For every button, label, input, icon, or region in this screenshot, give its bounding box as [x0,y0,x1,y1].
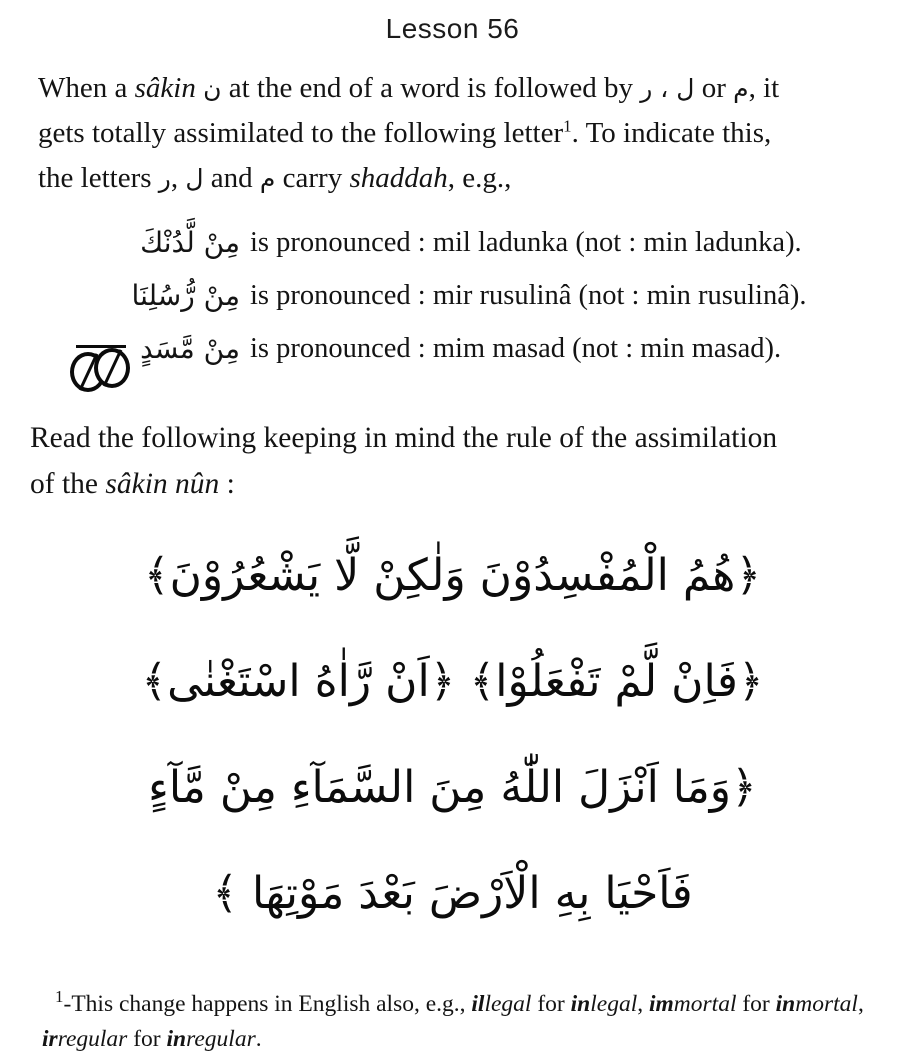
example-row [62,272,905,320]
example-row [62,325,905,389]
word-rest: mortal [795,991,858,1017]
example-row [62,219,905,267]
verse-line: ﴿هُمُ الْمُفْسِدُوْنَ وَلٰكِنْ لَّا يَشْعُرُوْنَ﴾ [143,550,762,601]
glitch-circle [94,348,130,388]
text-segment: , [637,991,649,1017]
text-segment: : [219,468,235,500]
text-segment: . To indicate this, [571,117,772,149]
page-title: Lesson 56 [385,13,520,44]
text-segment: , it [748,72,780,104]
verse-line: ﴿وَمَا اَنْزَلَ اللّٰهُ مِنَ السَّمَآءِ مِنْ مَّآءٍ [148,762,757,813]
arabic-letter-ra: ر [640,74,653,103]
text-segment: -This change happens in English also, e.g., [63,991,472,1017]
text-segment: the letters [38,162,159,194]
text-segment: When a [38,72,135,104]
text-segment: of the [30,468,106,500]
instruction-line-1: Read the following keeping in mind the rule of the assimilation [30,422,778,454]
term-sakin: sâkin [134,72,196,104]
text-segment: , [170,162,186,194]
text-segment: and [203,162,260,194]
pronunciation-examples [62,219,905,389]
text-segment: . [255,1026,262,1052]
word-prefix: in [775,991,796,1017]
instruction-line-2 [30,461,881,507]
example-arabic: مِنْ لَّدُنْكَ [140,226,240,259]
term-shaddah: shaddah [349,162,448,194]
text-segment: for [127,1026,167,1052]
arabic-letter-meem: م [733,74,749,103]
text-segment: for [531,991,571,1017]
intro-line-1 [38,66,879,111]
text-segment: at the end of a word is followed by [221,72,641,104]
arabic-letter-ra: ر [158,164,171,193]
example-english: is pronounced : mir rusulinâ (not : min rusulinâ). [250,280,807,311]
text-segment: for [736,991,776,1017]
quran-verses [0,523,905,947]
word-rest: regular [57,1026,128,1052]
verse-line: ﴿فَاِنْ لَّمْ تَفْعَلُوْا﴾ ﴿اَنْ رَّاٰهُ اسْتَغْنٰى﴾ [141,656,764,707]
arabic-letter-meem: م [259,164,276,193]
example-arabic: مِنْ رُّسُلِنَا [131,279,240,312]
footnote-line-1 [42,987,869,1022]
arabic-letter-lam: ل [185,164,204,193]
verse-line: فَاَحْيَا بِهِ الْاَرْضَ بَعْدَ مَوْتِهَا ﴾ [212,868,693,919]
example-english: is pronounced : mim masad (not : min masad). [250,333,782,364]
word-prefix: in [570,991,591,1017]
footnote-reference: 1 [563,116,572,136]
text-segment: or [694,72,734,104]
text-segment: carry [275,162,350,194]
word-prefix: ir [42,1026,58,1052]
example-arabic [62,325,240,373]
text-segment: gets totally assimilated to the following letter [38,117,564,149]
instruction-paragraph [30,415,881,507]
footnote [42,987,869,1057]
footnote-line-2 [42,1022,869,1057]
example-english: is pronounced : mil ladunka (not : min ladunka). [250,227,802,258]
term-sakin-nun: sâkin nûn [105,468,220,500]
word-prefix: il [471,991,485,1017]
arabic-letter-nun: ن [203,74,222,103]
text-segment [196,72,203,104]
intro-line-2 [38,111,879,156]
word-prefix: in [166,1026,187,1052]
word-rest: legal [484,991,532,1017]
glitch-bar [76,345,126,348]
word-prefix: im [648,991,674,1017]
arabic-comma: ، [652,74,677,103]
word-rest: legal [590,991,638,1017]
example-arabic-text: مِنْ مَّسَدٍ [140,332,240,365]
word-rest: mortal [673,991,737,1017]
intro-paragraph [38,66,879,201]
print-glitch-artifact [70,347,134,389]
intro-line-3 [38,156,879,201]
word-rest: regular [186,1026,256,1052]
text-segment: , e.g., [447,162,512,194]
footnote-number: 1 [55,987,64,1007]
arabic-letter-lam: ل [676,74,695,103]
text-segment: , [857,991,864,1017]
